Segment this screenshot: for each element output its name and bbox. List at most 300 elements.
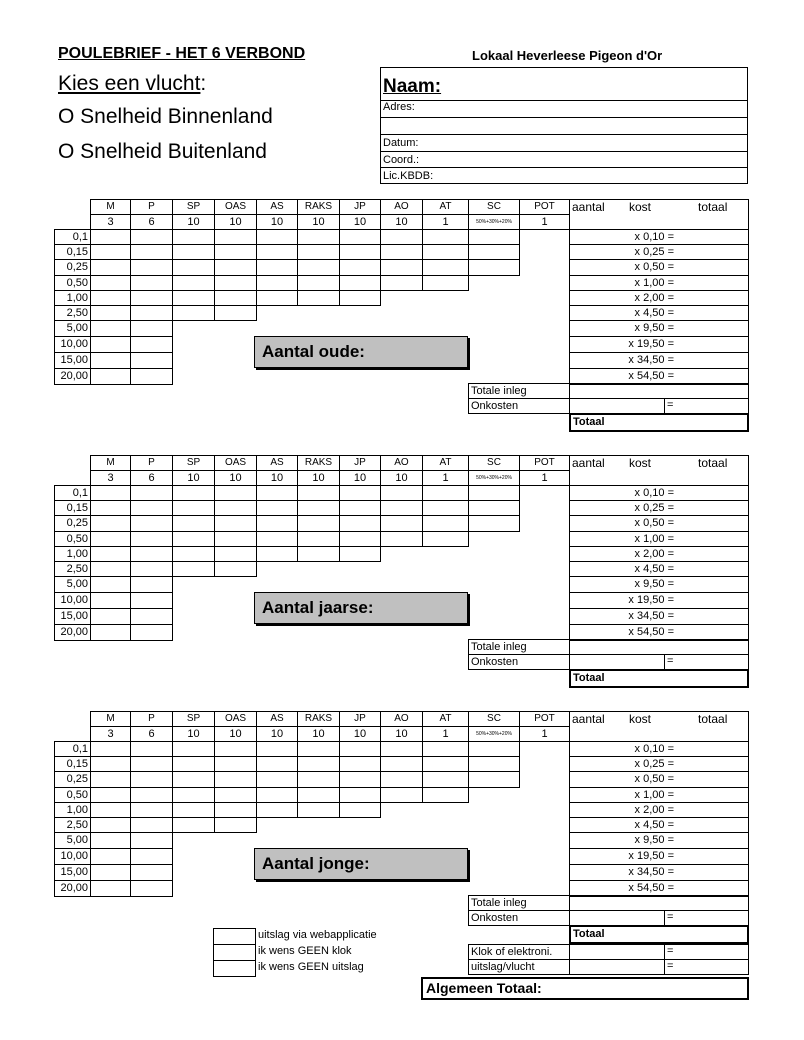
cost-row[interactable] (569, 817, 749, 833)
cost-row[interactable] (569, 864, 749, 881)
entry-cell[interactable] (130, 756, 173, 772)
checkbox-no-klok[interactable] (213, 944, 256, 961)
col-header-p: P (130, 199, 173, 215)
stake-label: 10,00 (54, 592, 91, 609)
entry-cell[interactable] (380, 485, 423, 501)
multiplier-raks: 10 (297, 470, 340, 486)
col-header-raks: RAKS (297, 199, 340, 215)
col-header-m: M (90, 455, 131, 471)
cost-row[interactable] (569, 848, 749, 865)
entry-cell[interactable] (214, 756, 257, 772)
name-label: Naam: (383, 76, 442, 97)
entry-cell[interactable] (297, 802, 340, 818)
option-binnenland[interactable]: O Snelheid Binnenland (58, 105, 273, 128)
uitslag-equals: = (667, 960, 674, 972)
col-header-p: P (130, 455, 173, 471)
multiplier-raks: 10 (297, 726, 340, 742)
klok-total[interactable] (664, 944, 749, 960)
stake-label: 0,50 (54, 275, 91, 291)
multiplier-at: 1 (422, 726, 469, 742)
cost-value: x 1,00 (634, 533, 665, 545)
col-header-raks: RAKS (297, 455, 340, 471)
col-header-oas: OAS (214, 455, 257, 471)
cost-value: x 9,50 (634, 834, 665, 846)
right-header (569, 455, 749, 486)
entry-cell[interactable] (422, 741, 469, 757)
cost-equals: = (667, 563, 674, 575)
entry-cell[interactable] (130, 864, 173, 881)
kost-header: kost (629, 456, 652, 470)
entry-cell[interactable] (422, 756, 469, 772)
checkbox-webapp-label: uitslag via webapplicatie (258, 929, 377, 941)
onkosten-label: Onkosten (468, 654, 570, 670)
totale-inleg-label: Totale inleg (468, 895, 570, 911)
col-header-ao: AO (380, 455, 423, 471)
multiplier-as: 10 (256, 726, 298, 742)
col-header-p: P (130, 711, 173, 727)
cost-value: x 34,50 (628, 610, 665, 622)
entry-cell[interactable] (172, 802, 215, 818)
cost-equals: = (667, 866, 674, 878)
cost-row[interactable] (569, 771, 749, 788)
entry-cell[interactable] (90, 880, 131, 897)
cost-value: x 19,50 (628, 850, 665, 862)
license-label: Lic.KBDB: (383, 170, 434, 182)
entry-cell[interactable] (90, 848, 131, 865)
col-header-sp: SP (172, 711, 215, 727)
entry-cell[interactable] (422, 229, 469, 245)
stake-label: 2,50 (54, 305, 91, 321)
multiplier-m: 3 (90, 470, 131, 486)
cost-equals: = (667, 882, 674, 894)
entry-cell[interactable] (172, 485, 215, 501)
cost-equals: = (667, 277, 674, 289)
entry-cell[interactable] (90, 229, 131, 245)
entry-cell[interactable] (297, 229, 340, 245)
coord-label: Coord.: (383, 154, 420, 166)
multiplier-ao: 10 (380, 470, 423, 486)
onkosten-label: Onkosten (468, 910, 570, 926)
cost-equals: = (667, 261, 674, 273)
stake-label: 1,00 (54, 546, 91, 562)
entry-cell[interactable] (297, 787, 340, 803)
stake-label: 20,00 (54, 624, 91, 641)
choose-flight-colon: : (200, 72, 207, 95)
cost-equals: = (667, 626, 674, 638)
entry-cell[interactable] (130, 741, 173, 757)
cost-value: x 54,50 (628, 882, 665, 894)
stake-label: 0,50 (54, 531, 91, 547)
stake-label: 15,00 (54, 352, 91, 369)
uitslag-count[interactable] (569, 959, 665, 975)
cost-equals: = (667, 548, 674, 560)
entry-cell[interactable] (339, 771, 381, 788)
multiplier-sc: 50%+30%+20% (468, 470, 520, 486)
checkbox-no-uitslag-label: ik wens GEEN uitslag (258, 961, 364, 973)
onkosten-equals: = (667, 911, 674, 923)
entry-cell[interactable] (172, 741, 215, 757)
uitslag-total[interactable] (664, 959, 749, 975)
entry-cell[interactable] (214, 787, 257, 803)
col-header-pot: POT (519, 455, 570, 471)
cost-row[interactable] (569, 787, 749, 803)
multiplier-p: 6 (130, 470, 173, 486)
poule-section-1 (0, 0, 804, 428)
multiplier-pot: 1 (519, 470, 570, 486)
cost-equals: = (667, 610, 674, 622)
entry-cell[interactable] (172, 756, 215, 772)
multiplier-m: 3 (90, 214, 131, 230)
col-header-pot: POT (519, 199, 570, 215)
entry-cell[interactable] (380, 771, 423, 788)
entry-cell[interactable] (256, 485, 298, 501)
entry-cell[interactable] (339, 229, 381, 245)
onkosten-total[interactable] (664, 910, 749, 926)
cost-value: x 19,50 (628, 338, 665, 350)
col-header-as: AS (256, 199, 298, 215)
col-header-sp: SP (172, 455, 215, 471)
checkbox-no-klok-label: ik wens GEEN klok (258, 945, 352, 957)
count-box-2: Aantal jaarse: (254, 592, 468, 624)
kost-header: kost (629, 712, 652, 726)
cost-row[interactable] (569, 229, 749, 245)
entry-cell[interactable] (468, 756, 520, 772)
cost-value: x 9,50 (634, 578, 665, 590)
col-header-ao: AO (380, 199, 423, 215)
entry-cell[interactable] (214, 802, 257, 818)
cost-value: x 0,50 (634, 773, 665, 785)
onkosten-equals: = (667, 655, 674, 667)
totale-inleg-label: Totale inleg (468, 639, 570, 655)
entry-cell[interactable] (380, 741, 423, 757)
kost-header: kost (629, 200, 652, 214)
stake-label: 0,25 (54, 515, 91, 532)
entry-cell[interactable] (90, 771, 131, 788)
uitslag-label: uitslag/vlucht (468, 959, 570, 975)
entry-cell[interactable] (380, 229, 423, 245)
cost-value: x 34,50 (628, 866, 665, 878)
cost-equals: = (667, 789, 674, 801)
entry-cell[interactable] (468, 741, 520, 757)
multiplier-p: 6 (130, 726, 173, 742)
cost-equals: = (667, 502, 674, 514)
poule-section-2 (0, 256, 804, 684)
cost-value: x 54,50 (628, 626, 665, 638)
col-header-as: AS (256, 455, 298, 471)
cost-equals: = (667, 758, 674, 770)
stake-label: 0,1 (54, 741, 91, 757)
stake-label: 2,50 (54, 561, 91, 577)
cost-value: x 0,10 (634, 231, 665, 243)
cost-value: x 4,50 (634, 819, 665, 831)
address-label: Adres: (383, 101, 415, 113)
col-header-jp: JP (339, 711, 381, 727)
stake-label: 0,50 (54, 787, 91, 803)
col-header-raks: RAKS (297, 711, 340, 727)
cost-equals: = (667, 517, 674, 529)
cost-equals: = (667, 231, 674, 243)
col-header-oas: OAS (214, 199, 257, 215)
entry-cell[interactable] (256, 802, 298, 818)
entry-cell[interactable] (297, 771, 340, 788)
multiplier-jp: 10 (339, 214, 381, 230)
entry-cell[interactable] (90, 485, 131, 501)
cost-value: x 2,00 (634, 292, 665, 304)
entry-cell[interactable] (130, 832, 173, 849)
multiplier-oas: 10 (214, 214, 257, 230)
option-buitenland[interactable]: O Snelheid Buitenland (58, 140, 267, 163)
totale-inleg-value[interactable] (569, 895, 749, 911)
entry-cell[interactable] (256, 771, 298, 788)
entry-cell[interactable] (214, 229, 257, 245)
cost-row[interactable] (569, 832, 749, 849)
cost-equals: = (667, 487, 674, 499)
cost-row[interactable] (569, 485, 749, 501)
multiplier-sp: 10 (172, 726, 215, 742)
cost-value: x 1,00 (634, 789, 665, 801)
checkbox-webapp[interactable] (213, 928, 256, 945)
cost-equals: = (667, 819, 674, 831)
multiplier-ao: 10 (380, 214, 423, 230)
general-total[interactable]: Algemeen Totaal: (421, 977, 749, 1000)
totaal-box[interactable]: Totaal (569, 669, 749, 688)
entry-cell[interactable] (422, 485, 469, 501)
col-header-m: M (90, 711, 131, 727)
cost-value: x 54,50 (628, 370, 665, 382)
stake-label: 5,00 (54, 832, 91, 849)
klok-label: Klok of elektroni. (468, 944, 570, 960)
entry-cell[interactable] (130, 787, 173, 803)
cost-equals: = (667, 370, 674, 382)
cost-equals: = (667, 292, 674, 304)
cost-value: x 0,10 (634, 487, 665, 499)
multiplier-sp: 10 (172, 214, 215, 230)
col-header-jp: JP (339, 199, 381, 215)
multiplier-as: 10 (256, 214, 298, 230)
cost-equals: = (667, 338, 674, 350)
totaal-header: totaal (698, 200, 728, 214)
entry-cell[interactable] (214, 485, 257, 501)
stake-label: 0,15 (54, 500, 91, 516)
col-header-as: AS (256, 711, 298, 727)
entry-cell[interactable] (130, 880, 173, 897)
entry-cell[interactable] (130, 485, 173, 501)
entry-cell[interactable] (90, 817, 131, 833)
col-header-jp: JP (339, 455, 381, 471)
page-title: POULEBRIEF - HET 6 VERBOND (58, 45, 306, 62)
entry-cell[interactable] (380, 756, 423, 772)
col-header-at: AT (422, 199, 469, 215)
multiplier-as: 10 (256, 470, 298, 486)
entry-cell[interactable] (172, 229, 215, 245)
multiplier-ao: 10 (380, 726, 423, 742)
aantal-header: aantal (572, 712, 605, 726)
col-header-sc: SC (468, 455, 520, 471)
entry-cell[interactable] (90, 832, 131, 849)
cost-equals: = (667, 578, 674, 590)
col-header-oas: OAS (214, 711, 257, 727)
stake-label: 1,00 (54, 290, 91, 306)
entry-cell[interactable] (339, 485, 381, 501)
entry-cell[interactable] (256, 787, 298, 803)
right-header (569, 711, 749, 742)
totaal-box[interactable]: Totaal (569, 925, 749, 944)
multiplier-oas: 10 (214, 470, 257, 486)
multiplier-jp: 10 (339, 726, 381, 742)
col-header-at: AT (422, 455, 469, 471)
entry-cell[interactable] (172, 787, 215, 803)
klok-count[interactable] (569, 944, 665, 960)
entry-cell[interactable] (172, 817, 215, 833)
multiplier-raks: 10 (297, 214, 340, 230)
cost-value: x 4,50 (634, 563, 665, 575)
entry-cell[interactable] (172, 771, 215, 788)
entry-cell[interactable] (256, 741, 298, 757)
cost-equals: = (667, 594, 674, 606)
col-header-ao: AO (380, 711, 423, 727)
multiplier-pot: 1 (519, 726, 570, 742)
entry-cell[interactable] (130, 802, 173, 818)
entry-cell[interactable] (130, 229, 173, 245)
cost-row[interactable] (569, 741, 749, 757)
totaal-box[interactable]: Totaal (569, 413, 749, 432)
stake-label: 0,25 (54, 259, 91, 276)
entry-cell[interactable] (90, 864, 131, 881)
entry-cell[interactable] (130, 817, 173, 833)
entry-cell[interactable] (214, 771, 257, 788)
cost-equals: = (667, 804, 674, 816)
cost-row[interactable] (569, 802, 749, 818)
entry-cell[interactable] (297, 485, 340, 501)
stake-label: 10,00 (54, 336, 91, 353)
cost-equals: = (667, 307, 674, 319)
entry-cell[interactable] (468, 229, 520, 245)
stake-label: 10,00 (54, 848, 91, 865)
totaal-header: totaal (698, 456, 728, 470)
cost-value: x 34,50 (628, 354, 665, 366)
cost-equals: = (667, 743, 674, 755)
aantal-header: aantal (572, 200, 605, 214)
entry-cell[interactable] (90, 787, 131, 803)
onkosten-count[interactable] (569, 910, 665, 926)
entry-cell[interactable] (90, 802, 131, 818)
col-header-sc: SC (468, 199, 520, 215)
stake-label: 2,50 (54, 817, 91, 833)
stake-label: 0,1 (54, 485, 91, 501)
stake-label: 0,15 (54, 756, 91, 772)
multiplier-at: 1 (422, 214, 469, 230)
multiplier-sp: 10 (172, 470, 215, 486)
col-header-sc: SC (468, 711, 520, 727)
entry-cell[interactable] (214, 817, 257, 833)
entry-cell[interactable] (339, 756, 381, 772)
entry-cell[interactable] (422, 787, 469, 803)
entry-cell[interactable] (130, 848, 173, 865)
cost-value: x 9,50 (634, 322, 665, 334)
onkosten-label: Onkosten (468, 398, 570, 414)
klok-equals: = (667, 945, 674, 957)
checkbox-no-uitslag[interactable] (213, 960, 256, 977)
cost-value: x 2,00 (634, 548, 665, 560)
cost-equals: = (667, 354, 674, 366)
entry-cell[interactable] (256, 756, 298, 772)
count-box-1: Aantal oude: (254, 336, 468, 368)
entry-cell[interactable] (339, 802, 381, 818)
count-box-3: Aantal jonge: (254, 848, 468, 880)
multiplier-pot: 1 (519, 214, 570, 230)
entry-cell[interactable] (90, 756, 131, 772)
cost-equals: = (667, 322, 674, 334)
aantal-header: aantal (572, 456, 605, 470)
totale-inleg-label: Totale inleg (468, 383, 570, 399)
cost-equals: = (667, 773, 674, 785)
cost-row[interactable] (569, 756, 749, 772)
entry-cell[interactable] (468, 485, 520, 501)
cost-value: x 0,50 (634, 261, 665, 273)
date-label: Datum: (383, 137, 419, 149)
entry-cell[interactable] (297, 756, 340, 772)
multiplier-sc: 50%+30%+20% (468, 214, 520, 230)
entry-cell[interactable] (297, 741, 340, 757)
cost-equals: = (667, 246, 674, 258)
totaal-header: totaal (698, 712, 728, 726)
multiplier-jp: 10 (339, 470, 381, 486)
entry-cell[interactable] (380, 787, 423, 803)
entry-cell[interactable] (339, 787, 381, 803)
entry-cell[interactable] (90, 741, 131, 757)
club-name: Lokaal Heverleese Pigeon d'Or (472, 48, 663, 63)
stake-label: 20,00 (54, 368, 91, 385)
col-header-m: M (90, 199, 131, 215)
multiplier-p: 6 (130, 214, 173, 230)
stake-label: 0,25 (54, 771, 91, 788)
entry-cell[interactable] (130, 771, 173, 788)
stake-label: 1,00 (54, 802, 91, 818)
cost-value: x 19,50 (628, 594, 665, 606)
cost-value: x 0,50 (634, 517, 665, 529)
multiplier-at: 1 (422, 470, 469, 486)
multiplier-m: 3 (90, 726, 131, 742)
stake-label: 5,00 (54, 320, 91, 337)
cost-value: x 0,25 (634, 246, 665, 258)
entry-cell[interactable] (339, 741, 381, 757)
stake-label: 0,1 (54, 229, 91, 245)
col-header-at: AT (422, 711, 469, 727)
entry-cell[interactable] (468, 771, 520, 788)
stake-label: 15,00 (54, 608, 91, 625)
col-header-pot: POT (519, 711, 570, 727)
cost-value: x 0,25 (634, 502, 665, 514)
cost-equals: = (667, 834, 674, 846)
entry-cell[interactable] (256, 229, 298, 245)
stake-label: 5,00 (54, 576, 91, 593)
choose-flight-text: Kies een vlucht (58, 72, 201, 95)
cost-value: x 0,25 (634, 758, 665, 770)
entry-cell[interactable] (214, 741, 257, 757)
onkosten-equals: = (667, 399, 674, 411)
right-header (569, 199, 749, 230)
multiplier-sc: 50%+30%+20% (468, 726, 520, 742)
cost-equals: = (667, 533, 674, 545)
stake-label: 0,15 (54, 244, 91, 260)
stake-label: 20,00 (54, 880, 91, 897)
multiplier-oas: 10 (214, 726, 257, 742)
stake-label: 15,00 (54, 864, 91, 881)
cost-value: x 1,00 (634, 277, 665, 289)
entry-cell[interactable] (422, 771, 469, 788)
cost-value: x 0,10 (634, 743, 665, 755)
cost-value: x 2,00 (634, 804, 665, 816)
